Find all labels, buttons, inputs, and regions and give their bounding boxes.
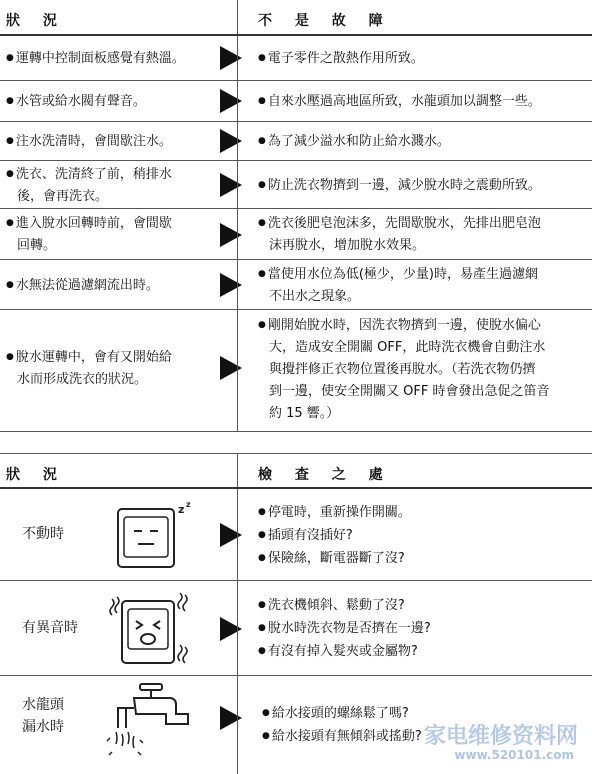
column-divider	[237, 489, 238, 580]
situation-text: ● 洗衣、洗清終了前，稍排水	[6, 163, 216, 186]
situation-text: ● 運轉中控制面板感覺有熱溫。	[6, 47, 216, 70]
situation-text: 回轉。	[17, 238, 57, 253]
arrow-right-icon	[220, 523, 242, 547]
arrow-right-icon	[220, 706, 242, 730]
leaking-faucet-icon	[104, 682, 204, 762]
situation-text: ● 脫水運轉中，會有又開始給	[6, 346, 216, 369]
noisy-washer-icon	[104, 589, 196, 669]
svg-text:z: z	[186, 500, 191, 509]
table1-header-situation: 狀 況	[6, 13, 66, 29]
table-row	[0, 489, 592, 581]
arrow-right-icon	[220, 356, 242, 380]
table2-header	[0, 453, 592, 489]
column-divider	[237, 0, 238, 34]
reason-text: ● 當使用水位為低(極少，少量)時，易產生過濾網	[258, 263, 584, 286]
situation-text: ● 水無法從過濾網流出時。	[6, 274, 216, 297]
watermark-url: www.520101.com	[454, 748, 574, 762]
reason-text: 大，造成安全開關 OFF，此時洗衣機會自動注水	[269, 340, 546, 355]
reason-text: ● 洗衣後肥皂泡沫多，先間歇脫水，先排出肥皂泡	[258, 212, 584, 235]
watermark-logo: 家电维修资料网	[423, 724, 578, 749]
reason-text: 約 15 響。）	[269, 406, 340, 421]
check-item: ● 給水接頭的螺絲鬆了嗎?	[262, 702, 588, 725]
column-divider	[237, 310, 238, 431]
check-item: ● 脫水時洗衣物是否擠在一邊?	[258, 617, 584, 640]
check-item: ● 停電時，重新操作開關。	[258, 501, 584, 524]
table1-header	[0, 0, 592, 36]
situation-label: 不動時	[22, 526, 64, 542]
arrow-right-icon	[220, 617, 242, 641]
situation-label-line: 漏水時	[22, 719, 64, 735]
column-divider	[237, 581, 238, 675]
table2-header-situation: 狀 況	[6, 467, 66, 483]
reason-text: 與攪拌修正衣物位置後再脫水。（若洗衣物仍擠	[269, 362, 536, 377]
reason-text: ● 剛開始脫水時，因洗衣物擠到一邊，使脫水偏心	[258, 314, 584, 337]
arrow-right-icon	[220, 273, 242, 297]
situation-label: 有異音時	[22, 620, 78, 636]
check-item: ● 給水接頭有無傾斜或搖動?	[262, 725, 588, 748]
situation-label-line: 水龍頭	[22, 697, 64, 713]
reason-text: 到一邊，使安全開關又 OFF 時會發出急促之笛音	[269, 384, 550, 399]
table-row	[0, 161, 592, 209]
table1-header-reason: 不 是 故 障	[258, 13, 392, 29]
column-divider	[237, 676, 238, 774]
column-divider	[237, 260, 238, 309]
situation-label	[22, 694, 64, 738]
arrow-right-icon	[220, 46, 242, 70]
column-divider	[237, 122, 238, 160]
table-row	[0, 122, 592, 161]
reason-text: 沫再脫水，增加脫水效果。	[269, 238, 426, 253]
column-divider	[237, 454, 238, 487]
table-row	[0, 581, 592, 676]
sleeping-washer-icon	[104, 499, 196, 569]
situation-text: ● 水管或給水閥有聲音。	[6, 90, 216, 113]
reason-text: 不出水之現象。	[269, 289, 361, 304]
situation-text: 後，會再洗衣。	[17, 189, 109, 204]
reason-text: ● 防止洗衣物擠到一邊，減少脫水時之震動所致。	[258, 174, 584, 197]
arrow-right-icon	[220, 173, 242, 197]
arrow-right-icon	[220, 223, 242, 247]
column-divider	[237, 81, 238, 121]
situation-text: ● 進入脫水回轉時前，會間歇	[6, 212, 216, 235]
reason-text: ● 為了減少溢水和防止給水濺水。	[258, 130, 584, 153]
reason-text: ● 電子零件之散熱作用所致。	[258, 47, 584, 70]
arrow-right-icon	[220, 129, 242, 153]
check-item: ● 保險絲，斷電器斷了沒?	[258, 547, 584, 570]
check-item: ● 有沒有掉入髮夾或金屬物?	[258, 640, 584, 663]
table-row	[0, 310, 592, 432]
column-divider	[237, 36, 238, 80]
table-row	[0, 209, 592, 260]
table-row	[0, 81, 592, 122]
reason-text: ● 自來水壓過高地區所致，水龍頭加以調整一些。	[258, 90, 584, 113]
check-item: ● 洗衣機傾斜、鬆動了沒?	[258, 594, 584, 617]
table-row	[0, 36, 592, 81]
check-item: ● 插頭有沒插好?	[258, 524, 584, 547]
arrow-right-icon	[220, 89, 242, 113]
situation-text: ● 注水洗清時，會間歇注水。	[6, 130, 216, 153]
svg-text:z: z	[178, 503, 185, 516]
column-divider	[237, 209, 238, 259]
situation-text: 水而形成洗衣的狀況。	[17, 372, 148, 387]
table-row	[0, 260, 592, 310]
column-divider	[237, 161, 238, 208]
table2-header-checks: 檢 查 之 處	[258, 467, 392, 483]
